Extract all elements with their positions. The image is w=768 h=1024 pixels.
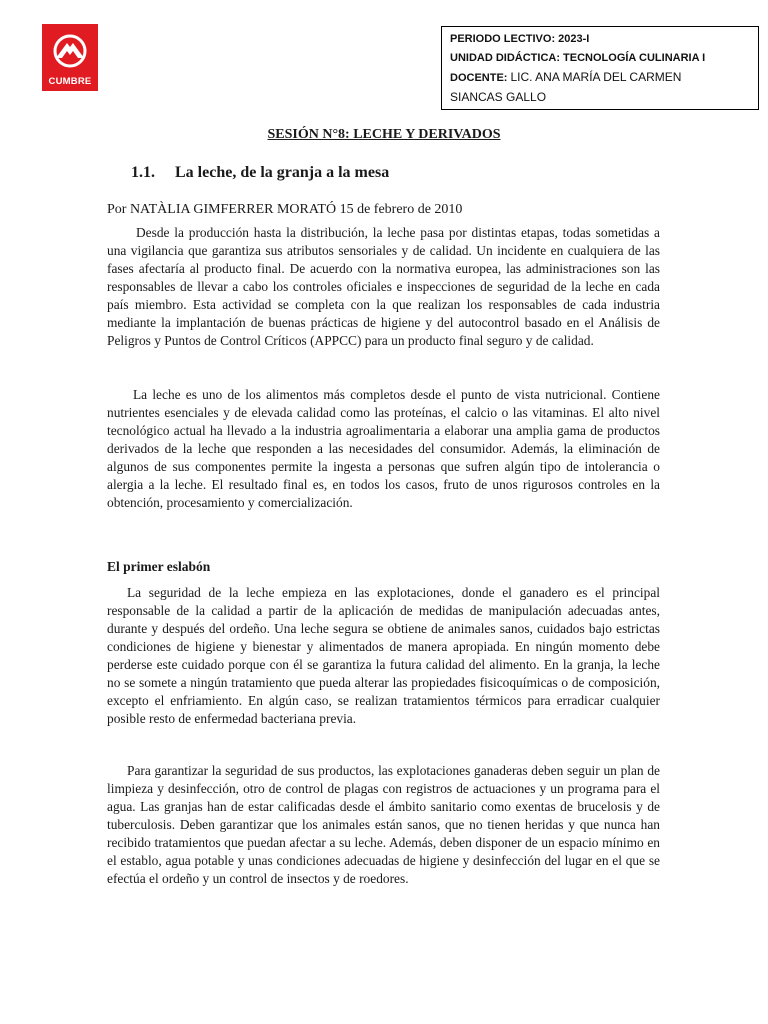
period-line: PERIODO LECTIVO: 2023-I: [450, 33, 590, 45]
section-number: 1.1.: [131, 164, 155, 181]
paragraph-2: La leche es uno de los alimentos más completos desde el punto de vista nutricional. Contiene nutrientes esenciales y de elevada calidad como las proteínas, el calcio o las vitaminas. El alto nivel tecnológico actual ha llevado a la industria agroalimentaria a elaborar una amplia gama de productos derivados de la leche que responden a las necesidades del consumidor. Además, la eliminación de algunos de sus componentes permite la ingesta a personas que sufren algún tipo de intolerancia o alergia a la leche. El resultado final es, en todos los casos, fruto de unos rigurosos controles en la obtención, procesamiento y comercialización.: [107, 387, 660, 510]
logo-text: CUMBRE: [48, 76, 92, 87]
teacher-line: [450, 68, 750, 88]
teacher-name-1: LIC. ANA MARÍA DEL CARMEN: [510, 70, 682, 84]
paragraph-1: Desde la producción hasta la distribución, la leche pasa por distintas etapas, todas sometidas a una vigilancia que garantiza sus atributos sensoriales y de calidad. Un incidente en cualquiera de las fases afectaría al producto final. De acuerdo con la normativa europea, las administraciones son las responsables de llevar a cabo los controles oficiales e inspecciones de seguridad de la leche en cada país miembro. Esta actividad se completa con la que realizan los responsables de cada industria mediante la implantación de buenas prácticas de higiene y del autocontrol basado en el Análisis de Peligros y Puntos de Control Críticos (APPCC) para un producto final seguro y de calidad.: [107, 225, 660, 348]
course-info-box: [441, 26, 759, 110]
cumbre-logo: [42, 24, 98, 91]
teacher-name-2: SIANCAS GALLO: [450, 90, 547, 104]
byline: Por NATÀLIA GIMFERRER MORATÓ 15 de febrero de 2010: [107, 202, 463, 217]
section-title: La leche, de la granja a la mesa: [175, 164, 390, 181]
mountain-icon: [42, 24, 98, 76]
section-heading: [131, 164, 389, 182]
document-title: SESIÓN N°8: LECHE Y DERIVADOS: [267, 127, 501, 142]
subheading: El primer eslabón: [107, 559, 211, 574]
paragraph-4: Para garantizar la seguridad de sus productos, las explotaciones ganaderas deben seguir un plan de limpieza y desinfección, otro de control de plagas con registros de actuaciones y un programa para el agua. Las granjas han de estar calificadas desde el ámbito sanitario como exentas de brucelosis y de tuberculosis. Deben garantizar que los animales están sanos, que no tienen heridas y que nunca han recibido tratamientos que puedan afectar a su leche. Además, deben disponer de un espacio mínimo en el establo, agua potable y unas condiciones adecuadas de higiene y desinfección del lugar en el que se efectúa el ordeño y un control de insectos y de roedores.: [107, 763, 660, 886]
teacher-label: DOCENTE:: [450, 72, 511, 84]
paragraph-3: La seguridad de la leche empieza en las explotaciones, donde el ganadero es el principal responsable de la calidad a partir de la aplicación de medidas de manipulación adecuadas antes, durante y después del ordeño. Una leche segura se obtiene de animales sanos, cuidados bajo estrictas condiciones de higiene y bienestar y alimentados de manera apropiada. En ningún momento debe perderse este cuidado porque con él se garantiza la futura calidad del alimento. En la granja, la leche no se somete a ningún tratamiento que pueda alterar las propiedades fisicoquímicas o de composición, excepto el enfriamiento. En algún caso, se realizan tratamientos térmicos para erradicar cualquier posible resto de enfermedad bacteriana previa.: [107, 585, 660, 726]
unit-line: UNIDAD DIDÁCTICA: TECNOLOGÍA CULINARIA I: [450, 52, 706, 64]
